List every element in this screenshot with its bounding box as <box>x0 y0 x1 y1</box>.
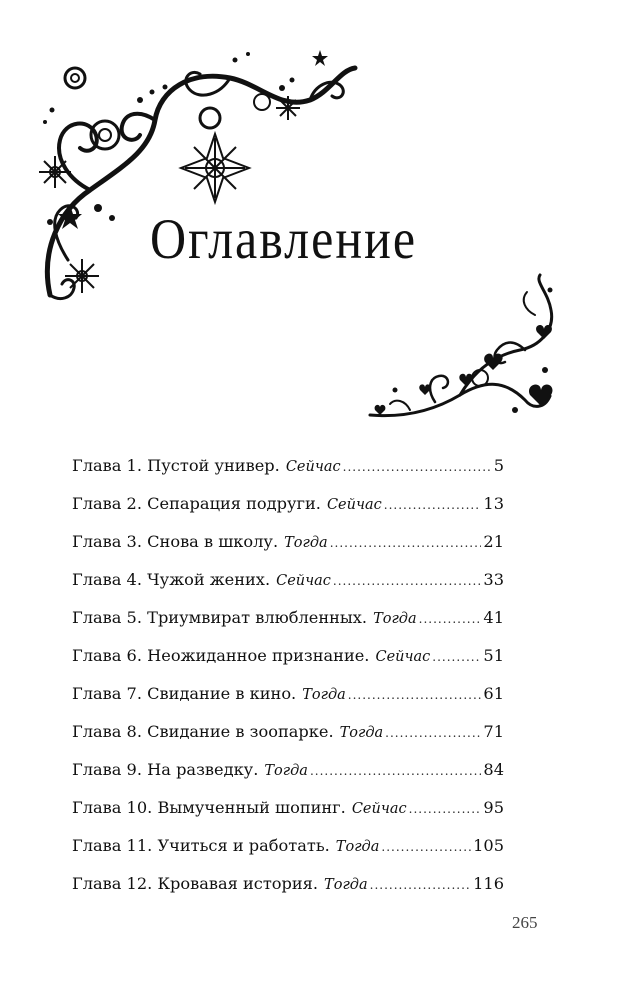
chapter-page-number: 105 <box>473 836 504 855</box>
chapter-timeframe: Сейчас <box>351 801 407 817</box>
dot-leader <box>385 726 481 740</box>
chapter-title: Глава 4. Чужой жених. <box>72 570 271 589</box>
chapter-timeframe: Сейчас <box>285 459 341 475</box>
chapter-title: Глава 3. Снова в школу. <box>72 532 279 551</box>
chapter-page-number: 21 <box>483 532 504 551</box>
chapter-timeframe: Сейчас <box>276 573 331 589</box>
page-title: Оглавление <box>150 206 418 271</box>
chapter-timeframe: Тогда <box>284 535 328 551</box>
chapter-title: Глава 6. Неожиданное признание. <box>72 646 370 665</box>
dot-leader <box>343 460 492 474</box>
chapter-page-number: 71 <box>483 722 504 741</box>
toc-entry <box>72 684 504 722</box>
chapter-page-number: 33 <box>483 570 504 589</box>
dot-leader <box>381 840 471 854</box>
chapter-page-number: 84 <box>483 760 504 779</box>
chapter-title: Глава 2. Сепарация подруги. <box>72 494 321 513</box>
toc-entry <box>72 494 504 532</box>
chapter-timeframe: Тогда <box>324 877 368 893</box>
dot-leader <box>384 498 482 512</box>
chapter-page-number: 13 <box>483 494 504 513</box>
chapter-timeframe: Тогда <box>302 687 346 703</box>
dot-leader <box>348 688 482 702</box>
chapter-page-number: 41 <box>483 608 504 627</box>
chapter-timeframe: Сейчас <box>375 649 431 665</box>
toc-entry <box>72 722 504 760</box>
toc-entry <box>72 836 504 874</box>
chapter-title: Глава 1. Пустой универ. <box>72 456 280 475</box>
chapter-timeframe: Тогда <box>264 763 308 779</box>
chapter-page-number: 5 <box>493 456 504 475</box>
chapter-title: Глава 11. Учиться и работать. <box>72 836 330 855</box>
toc-entry <box>72 456 504 494</box>
dot-leader <box>310 764 481 778</box>
dot-leader <box>370 878 471 892</box>
toc-entry <box>72 532 504 570</box>
toc-entry <box>72 874 504 912</box>
chapter-title: Глава 5. Триумвират влюбленных. <box>72 608 368 627</box>
chapter-timeframe: Сейчас <box>326 497 382 513</box>
chapter-title: Глава 7. Свидание в кино. <box>72 684 297 703</box>
chapter-timeframe: Тогда <box>335 839 380 855</box>
dot-leader <box>419 612 482 626</box>
dot-leader <box>409 802 482 816</box>
dot-leader <box>432 650 481 664</box>
chapter-page-number: 95 <box>483 798 504 817</box>
chapter-title: Глава 10. Вымученный шопинг. <box>72 798 346 817</box>
dot-leader <box>333 574 481 588</box>
table-of-contents <box>72 456 504 912</box>
chapter-timeframe: Тогда <box>339 725 384 741</box>
toc-entry <box>72 570 504 608</box>
chapter-page-number: 61 <box>483 684 504 703</box>
chapter-timeframe: Тогда <box>373 611 417 627</box>
chapter-title: Глава 12. Кровавая история. <box>72 874 319 893</box>
chapter-page-number: 51 <box>483 646 504 665</box>
toc-entry <box>72 646 504 684</box>
chapter-title: Глава 9. На разведку. <box>72 760 259 779</box>
dot-leader <box>330 536 482 550</box>
chapter-title: Глава 8. Свидание в зоопарке. <box>72 722 334 741</box>
toc-entry <box>72 798 504 836</box>
heart-flourish-ornament <box>365 270 565 430</box>
toc-entry <box>72 608 504 646</box>
chapter-page-number: 116 <box>473 874 504 893</box>
toc-entry <box>72 760 504 798</box>
page-number: 265 <box>512 913 538 932</box>
